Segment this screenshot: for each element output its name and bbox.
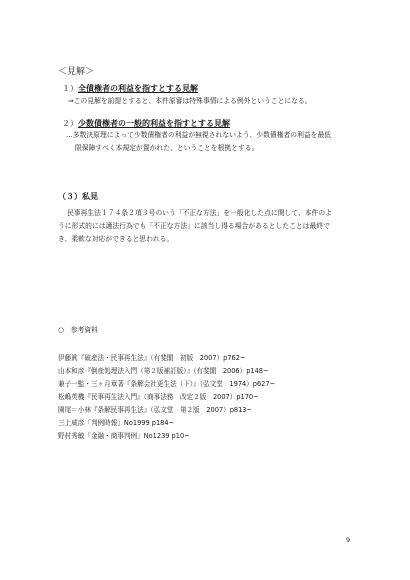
view-item-2-title-line — [62, 119, 230, 129]
view-item-1-title-line — [62, 84, 198, 94]
view-item-1-body: ⇒この見解を前提とすると、本件原審は特殊事情による例外ということになる。 — [68, 97, 312, 105]
reference-item: 野村秀敏「金融・商事判例」No1239 p10~ — [58, 432, 190, 440]
reference-item: 兼子一監・三ヶ月章著『条解会社更生法（下）』（弘文堂 1974）p627~ — [58, 380, 276, 388]
reference-item: 松嶋英機『民事再生法入門』（商事法務 改定２版 2007）p170~ — [58, 393, 259, 401]
reference-item: 山本和彦『倒産処理法入門（第２版補訂版）』（有斐閣 2006）p148~ — [58, 367, 269, 375]
opinion-body-line: うに形式的には適法行為でも「不正な方法」に該当し得る場合があるとしたことは最終で — [58, 222, 330, 230]
reference-item: 園尾＝小林『条解民事再生法』（弘文堂 第２版 2007）p813~ — [58, 406, 253, 414]
reference-item: 三上威彦「判例時報」No1999 p184~ — [58, 419, 175, 427]
view-item-2-number: ２） — [62, 119, 78, 128]
view-item-1-title: 全債権者の利益を指すとする見解 — [78, 84, 198, 93]
opinion-body-line: き、柔軟な対応ができると思われる。 — [58, 235, 174, 243]
page-number: 9 — [346, 536, 351, 544]
opinion-body-line: 民事再生法１７４条２項３号のいう「不正な方法」を一般化した点に関して、本件のよ — [67, 209, 332, 217]
reference-item: 伊藤眞『破産法・民事再生法』（有斐閣 初版 2007）p762~ — [58, 354, 246, 362]
view-item-2-body-line: 限保障すべく本規定が置かれた、ということを根拠とする。 — [75, 144, 259, 152]
view-item-2-body-line: …多数決原理によって少数債権者の利益が無視されないよう、少数債権者の利益を最低 — [66, 131, 332, 139]
view-heading: ＜見解＞ — [58, 67, 95, 77]
opinion-heading: （３）私見 — [58, 192, 98, 201]
references-heading: ○ 参考資料 — [58, 326, 98, 334]
view-item-2-title: 少数債権者の一般的利益を指すとする見解 — [78, 119, 230, 128]
view-item-1-number: １） — [62, 84, 78, 93]
